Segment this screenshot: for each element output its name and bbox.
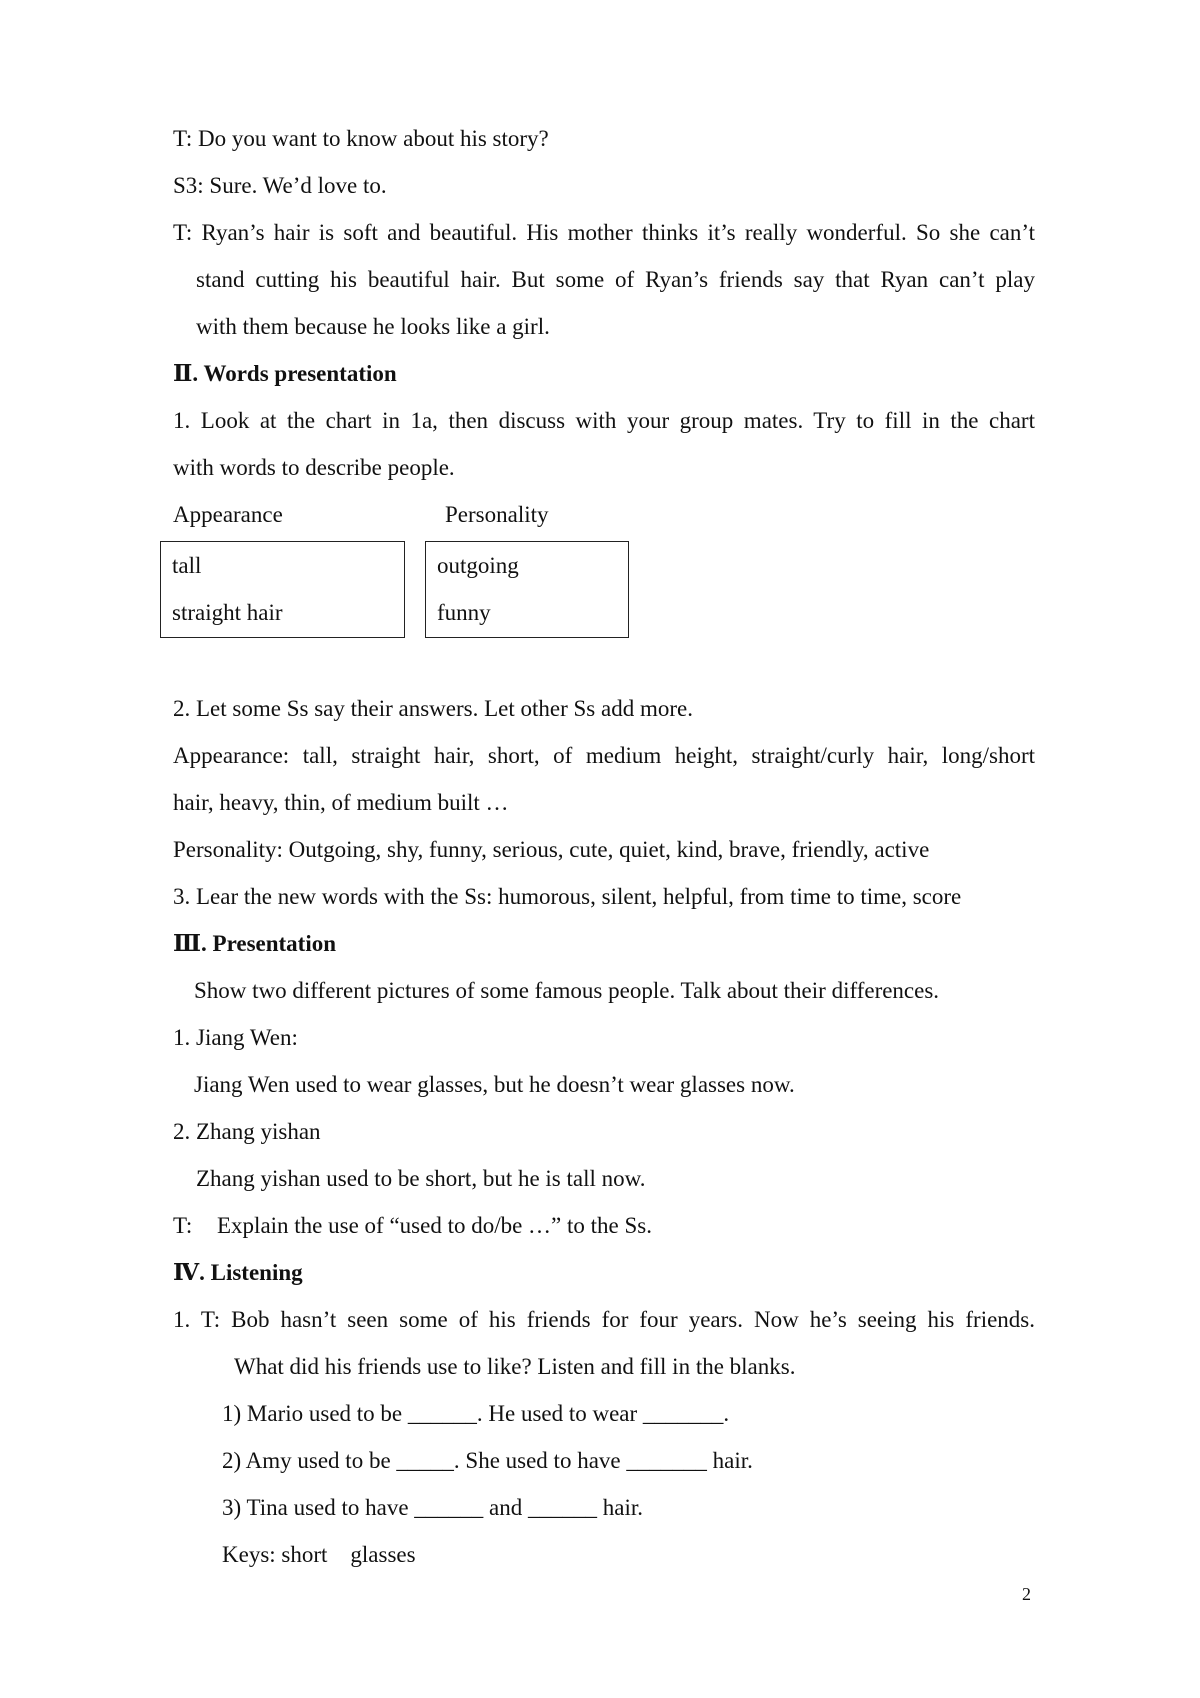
teacher-story-line-3: with them because he looks like a girl. xyxy=(196,314,550,339)
section-title: Listening xyxy=(210,1260,303,1285)
personality-column-label: Personality xyxy=(445,502,549,527)
answer-keys: Keys: short glasses xyxy=(222,1542,416,1567)
personality-chart-box xyxy=(425,541,629,638)
words-item-3: 3. Lear the new words with the Ss: humorous, silent, helpful, from time to time, score xyxy=(173,884,962,909)
words-item-1-line-2: with words to describe people. xyxy=(173,455,455,480)
section-title: Words presentation xyxy=(203,361,397,386)
presentation-item-1-label: 1. Jiang Wen: xyxy=(173,1025,298,1050)
presentation-item-2-text: Zhang yishan used to be short, but he is tall now. xyxy=(196,1166,646,1191)
listening-item-1-line-2: What did his friends use to like? Listen and fill in the blanks. xyxy=(234,1354,796,1379)
personality-list: Personality: Outgoing, shy, funny, serious, cute, quiet, kind, brave, friendly, active xyxy=(173,837,930,862)
words-item-1-line-1: 1. Look at the chart in 1a, then discuss with your group mates. Try to fill in the chart xyxy=(173,408,1035,433)
teacher-explain: Explain the use of “used to do/be …” to the Ss. xyxy=(217,1213,653,1238)
teacher-explain-prefix: T: xyxy=(173,1213,193,1238)
appearance-list-line-1: Appearance: tall, straight hair, short, of medium height, straight/curly hair, long/short xyxy=(173,743,1035,768)
personality-word: funny xyxy=(437,600,491,625)
page-number: 2 xyxy=(1022,1584,1031,1604)
teacher-story-line-1: T: Ryan’s hair is soft and beautiful. His mother thinks it’s really wonderful. So she can’t xyxy=(173,220,1035,245)
listening-item-1-line-1: 1. T: Bob hasn’t seen some of his friends for four years. Now he’s seeing his friends. xyxy=(173,1307,1035,1332)
presentation-item-2-label: 2. Zhang yishan xyxy=(173,1119,321,1144)
fill-blank-2: 2) Amy used to be _____. She used to have _______ hair. xyxy=(222,1448,753,1473)
section-heading-words-presentation xyxy=(173,359,397,389)
appearance-word: tall xyxy=(172,553,202,578)
section-numeral: Ⅳ. xyxy=(173,1260,205,1285)
fill-blank-3: 3) Tina used to have ______ and ______ hair. xyxy=(222,1495,643,1520)
fill-blank-1: 1) Mario used to be ______. He used to wear _______. xyxy=(222,1401,730,1426)
student-reply: S3: Sure. We’d love to. xyxy=(173,173,387,198)
section-heading-presentation xyxy=(173,929,336,959)
teacher-story-line-2: stand cutting his beautiful hair. But some of Ryan’s friends say that Ryan can’t play xyxy=(196,267,1035,292)
section-numeral: Ⅲ. xyxy=(173,931,207,956)
section-numeral: Ⅱ. xyxy=(173,361,199,386)
presentation-intro: Show two different pictures of some famous people. Talk about their differences. xyxy=(194,978,940,1003)
personality-word: outgoing xyxy=(437,553,519,578)
appearance-list-line-2: hair, heavy, thin, of medium built … xyxy=(173,790,509,815)
section-heading-listening xyxy=(173,1258,303,1288)
teacher-question: T: Do you want to know about his story? xyxy=(173,126,549,151)
section-title: Presentation xyxy=(212,931,337,956)
appearance-chart-box xyxy=(160,541,405,638)
presentation-item-1-text: Jiang Wen used to wear glasses, but he doesn’t wear glasses now. xyxy=(194,1072,795,1097)
appearance-word: straight hair xyxy=(172,600,283,625)
appearance-column-label: Appearance xyxy=(173,502,283,527)
words-item-2: 2. Let some Ss say their answers. Let other Ss add more. xyxy=(173,696,693,721)
